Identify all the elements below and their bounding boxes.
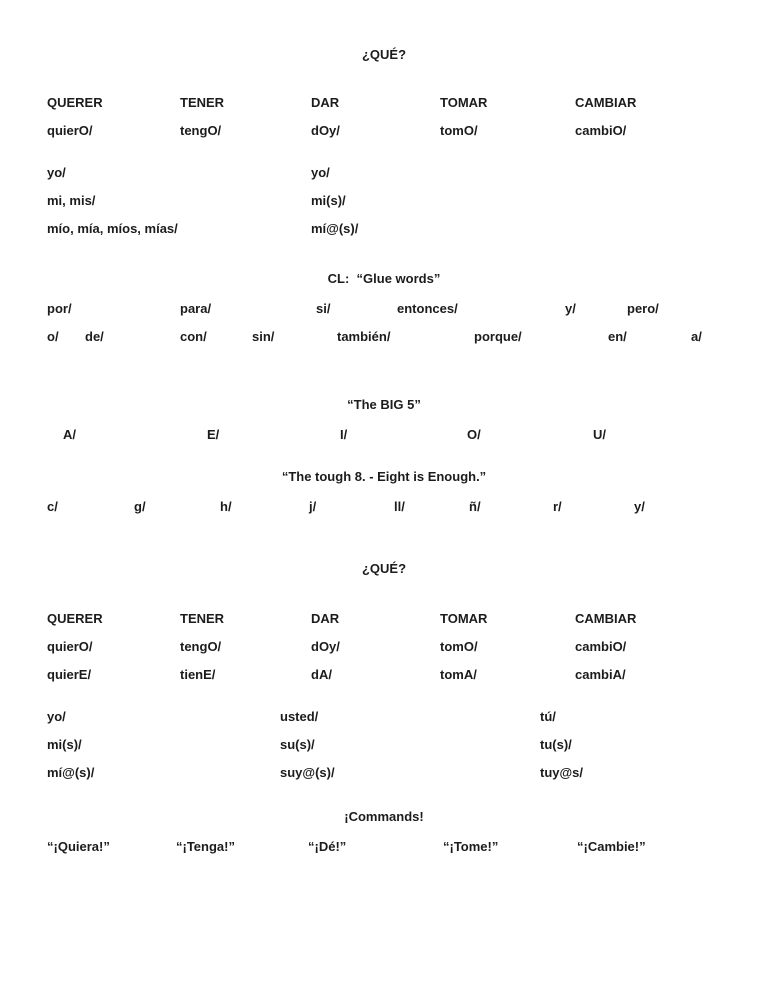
command-item: “¡Tenga!” [176,839,235,854]
verb-form: quierO/ [47,123,93,138]
tough8-letter: r/ [553,499,562,514]
tough8-letter: y/ [634,499,645,514]
tough8-letter: j/ [309,499,317,514]
verb-header: TENER [180,95,225,110]
glue-word: porque/ [474,329,522,344]
verb-form: tienE/ [180,667,216,682]
verb-header: QUERER [47,611,103,626]
pronoun-item: mí@(s)/ [47,765,95,780]
command-item: “¡Tome!” [443,839,499,854]
glue-word: a/ [691,329,702,344]
pronoun-item: yo/ [47,709,66,724]
glue-word: con/ [180,329,207,344]
verb-form: cambiO/ [575,639,627,654]
glue-word: para/ [180,301,212,316]
pronoun-item: mi, mis/ [47,193,96,208]
big5-heading: “The BIG 5” [347,397,421,412]
glue-word: entonces/ [397,301,458,316]
pronoun-item: tú/ [540,709,556,724]
verb-form: cambiO/ [575,123,627,138]
glue-word: pero/ [627,301,659,316]
pronoun-item: yo/ [47,165,66,180]
pronoun-item: mío, mía, míos, mías/ [47,221,178,236]
verb-header: DAR [311,95,340,110]
section-title: ¿QUÉ? [361,561,407,576]
verb-header: TENER [180,611,225,626]
big5-letter: E/ [207,427,220,442]
verb-form: tomA/ [440,667,477,682]
verb-header: DAR [311,611,340,626]
glue-word: o/ [47,329,59,344]
pronoun-item: tuy@s/ [540,765,584,780]
verb-form: dOy/ [311,123,340,138]
big5-letter: A/ [63,427,76,442]
glue-word: sin/ [252,329,275,344]
big5-letter: U/ [593,427,606,442]
verb-form: tomO/ [440,123,478,138]
glue-word: también/ [337,329,391,344]
verb-form: quierO/ [47,639,93,654]
pronoun-item: su(s)/ [280,737,315,752]
big5-letter: O/ [467,427,481,442]
section-title: ¿QUÉ? [361,47,407,62]
verb-header: CAMBIAR [575,611,637,626]
pronoun-item: mi(s)/ [311,193,346,208]
glue-word: de/ [85,329,104,344]
commands-heading: ¡Commands! [344,809,424,824]
verb-form: quierE/ [47,667,92,682]
verb-form: cambiA/ [575,667,626,682]
glue-word: si/ [316,301,331,316]
verb-form: tomO/ [440,639,478,654]
pronoun-item: mi(s)/ [47,737,82,752]
command-item: “¡Cambie!” [577,839,646,854]
pronoun-item: yo/ [311,165,330,180]
big5-letter: I/ [340,427,348,442]
glue-heading: CL: “Glue words” [327,271,441,286]
glue-word: por/ [47,301,72,316]
pronoun-item: suy@(s)/ [280,765,335,780]
command-item: “¡Dé!” [308,839,347,854]
verb-header: TOMAR [440,611,488,626]
glue-word: en/ [608,329,627,344]
tough8-heading: “The tough 8. - Eight is Enough.” [281,469,487,484]
verb-form: dOy/ [311,639,340,654]
verb-header: CAMBIAR [575,95,637,110]
glue-word: y/ [565,301,576,316]
pronoun-item: mí@(s)/ [311,221,359,236]
tough8-letter: ll/ [394,499,405,514]
verb-form: dA/ [311,667,332,682]
tough8-letter: c/ [47,499,58,514]
tough8-letter: h/ [220,499,232,514]
tough8-letter: g/ [134,499,146,514]
verb-form: tengO/ [180,123,222,138]
verb-header: TOMAR [440,95,488,110]
command-item: “¡Quiera!” [47,839,110,854]
pronoun-item: tu(s)/ [540,737,572,752]
pronoun-item: usted/ [280,709,319,724]
tough8-letter: ñ/ [469,499,481,514]
verb-header: QUERER [47,95,103,110]
verb-form: tengO/ [180,639,222,654]
